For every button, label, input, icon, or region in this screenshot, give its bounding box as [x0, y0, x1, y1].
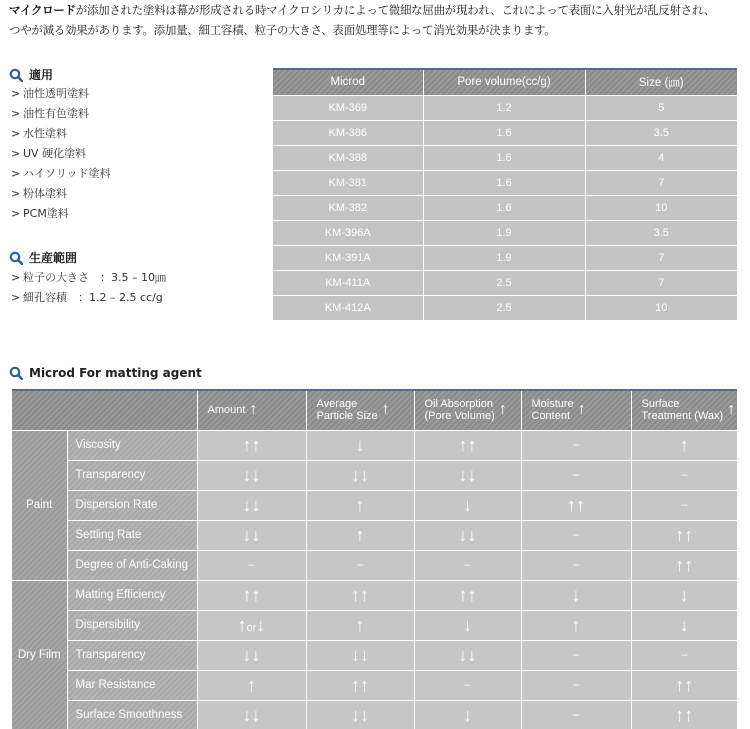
effect-cell: – — [197, 550, 306, 580]
spec-header-size: Size (㎛) — [585, 69, 737, 95]
microd-spec-table — [273, 68, 737, 320]
list-item-label: 粉体塗料 — [23, 187, 67, 200]
effect-cell: ↓↓ — [197, 640, 306, 670]
list-item-label: 水性塗料 — [23, 127, 67, 140]
effect-cell: ↓ — [631, 580, 737, 610]
effect-cell: ↑↑ — [306, 670, 414, 700]
list-item — [11, 164, 111, 184]
list-item — [11, 204, 111, 224]
effect-cell: ↑↑ — [631, 670, 737, 700]
table-row — [273, 220, 737, 245]
effect-cell: ↑ — [306, 520, 414, 550]
effect-cell: ↑↑ — [521, 490, 631, 520]
table-cell: 1.2 — [423, 95, 585, 120]
table-cell: KM-412A — [273, 295, 423, 320]
arrow-up-icon: ↑ — [727, 401, 736, 419]
matting-section-title — [9, 366, 202, 380]
effect-cell: ↓↓ — [414, 520, 521, 550]
matting-header-cell — [521, 390, 631, 430]
table-cell: KM-388 — [273, 145, 423, 170]
effect-cell: ↓ — [414, 610, 521, 640]
table-cell: 5 — [585, 95, 737, 120]
property-label: Settling Rate — [67, 520, 197, 550]
table-cell: KM-396A — [273, 220, 423, 245]
magnifier-icon — [9, 366, 23, 380]
effect-cell: ↑↑ — [197, 430, 306, 460]
matting-agent-table — [12, 389, 737, 729]
property-label: Dispersibility — [67, 610, 197, 640]
table-cell: KM-386 — [273, 120, 423, 145]
property-label: Mar Resistance — [67, 670, 197, 700]
list-item — [11, 124, 111, 144]
table-cell: 1.6 — [423, 145, 585, 170]
effect-cell: ↓ — [631, 610, 737, 640]
effect-cell: ↑ — [197, 670, 306, 700]
effect-cell: – — [521, 700, 631, 729]
list-item-label: UV 硬化塗料 — [23, 147, 87, 160]
header-text — [425, 398, 495, 422]
table-cell: 1.9 — [423, 245, 585, 270]
list-item-label: ハイソリッド塗料 — [23, 167, 111, 180]
table-cell: KM-381 — [273, 170, 423, 195]
table-cell: 7 — [585, 170, 737, 195]
table-cell: KM-391A — [273, 245, 423, 270]
effect-cell: – — [414, 550, 521, 580]
apply-title-text: 適用 — [29, 68, 54, 82]
header-content — [425, 398, 521, 422]
list-item — [11, 184, 111, 204]
effect-cell: – — [306, 550, 414, 580]
header-text — [208, 404, 246, 416]
effect-cell: ↓↓ — [197, 490, 306, 520]
effect-cell: – — [521, 520, 631, 550]
effect-cell: ↓↓ — [197, 460, 306, 490]
table-row — [273, 295, 737, 320]
header-line1: Average — [316, 398, 358, 411]
effect-cell: ↑ — [306, 610, 414, 640]
property-label: Matting Efficiency — [67, 580, 197, 610]
effect-cell: ↑↑ — [631, 520, 737, 550]
table-cell: 2.5 — [423, 295, 585, 320]
header-line1: Oil Absorption — [424, 398, 493, 411]
property-label: Transparency — [67, 640, 197, 670]
header-line2: Treatment (Wax) — [641, 410, 724, 423]
effect-cell: ↑ — [521, 610, 631, 640]
chevron-right-icon: > — [11, 147, 21, 160]
spec-header-microd: Microd — [273, 69, 423, 95]
production-section-title — [9, 249, 77, 266]
chevron-right-icon: > — [11, 207, 21, 220]
effect-cell: – — [631, 490, 737, 520]
effect-cell: ↓↓ — [306, 460, 414, 490]
header-line1: Surface — [641, 398, 680, 411]
header-line2: Particle Size — [316, 410, 378, 423]
list-item-label: 粒子の大きさ ：3.5 – 10㎛ — [23, 271, 166, 284]
matting-header-cell — [414, 390, 521, 430]
effect-cell: ↓↓ — [414, 460, 521, 490]
effect-cell: ↑↑ — [631, 550, 737, 580]
production-list — [11, 268, 166, 308]
intro-product-name: マイクロード — [9, 3, 76, 17]
effect-cell: ↑↑ — [414, 430, 521, 460]
table-cell: 7 — [585, 245, 737, 270]
effect-cell: ↓ — [521, 580, 631, 610]
effect-cell: ↑↑ — [414, 580, 521, 610]
table-row — [12, 640, 737, 670]
header-line2: (Pore Volume) — [424, 410, 495, 423]
arrow-up-icon: ↑ — [249, 401, 258, 419]
table-cell: 1.9 — [423, 220, 585, 245]
table-cell: KM-369 — [273, 95, 423, 120]
intro-line1: が添加された塗料は幕が形成される時マイクロシリカによって微細な屈曲が現われ、これによって表面に入射光が乱反射され、 — [75, 3, 715, 17]
header-line1: Moisture — [531, 398, 574, 411]
table-cell: 1.6 — [423, 195, 585, 220]
list-item-label: 油性有色塗料 — [23, 107, 89, 120]
header-content — [532, 398, 631, 422]
effect-cell: – — [631, 640, 737, 670]
chevron-right-icon: > — [11, 187, 21, 200]
table-row — [273, 245, 737, 270]
table-row — [12, 550, 737, 580]
effect-cell: – — [521, 430, 631, 460]
table-row — [12, 700, 737, 729]
effect-cell: – — [631, 460, 737, 490]
table-cell: KM-382 — [273, 195, 423, 220]
arrow-up-icon: ↑ — [577, 401, 586, 419]
table-cell: 3.5 — [585, 120, 737, 145]
list-item — [11, 104, 111, 124]
effect-cell: ↓ — [306, 430, 414, 460]
effect-cell: ↑↑ — [197, 580, 306, 610]
group-label: Paint — [12, 430, 67, 580]
list-item — [11, 144, 111, 164]
chevron-right-icon: > — [11, 291, 21, 304]
effect-cell: – — [521, 640, 631, 670]
effect-cell: ↓↓ — [306, 640, 414, 670]
header-line1: Amount — [207, 404, 246, 417]
table-row — [273, 120, 737, 145]
table-row — [12, 520, 737, 550]
matting-header-blank — [12, 390, 197, 430]
property-label: Degree of Anti-Caking — [67, 550, 197, 580]
intro-line2: つやが減る効果があります。添加量、細工容積、粒子の大きさ、表面処理等によって消光効果が決まります。 — [9, 23, 556, 37]
effect-cell: – — [414, 670, 521, 700]
table-cell: 1.6 — [423, 120, 585, 145]
matting-header-cell — [306, 390, 414, 430]
effect-cell: ↓↓ — [306, 700, 414, 729]
chevron-right-icon: > — [11, 127, 21, 140]
table-row — [273, 145, 737, 170]
apply-section-title — [9, 66, 53, 83]
table-cell: 3.5 — [585, 220, 737, 245]
header-text — [317, 398, 378, 422]
property-label: Dispersion Rate — [67, 490, 197, 520]
property-label: Transparency — [67, 460, 197, 490]
table-row — [273, 195, 737, 220]
list-item-label: 細孔容積 ：1.2 – 2.5 cc/g — [23, 291, 163, 304]
table-row — [273, 270, 737, 295]
table-row — [12, 430, 737, 460]
table-row — [12, 610, 737, 640]
effect-cell: – — [521, 550, 631, 580]
effect-cell: ↓ — [414, 700, 521, 729]
effect-cell: – — [521, 460, 631, 490]
list-item-label: PCM塗料 — [23, 207, 69, 220]
header-content — [317, 398, 414, 422]
list-item — [11, 84, 111, 104]
property-label: Viscosity — [67, 430, 197, 460]
intro-paragraph — [9, 0, 744, 40]
matting-header-cell — [197, 390, 306, 430]
chevron-right-icon: > — [11, 167, 21, 180]
effect-cell — [197, 610, 306, 640]
header-content — [642, 398, 738, 422]
table-cell: 4 — [585, 145, 737, 170]
effect-cell: ↓↓ — [197, 520, 306, 550]
effect-cell: – — [521, 670, 631, 700]
spec-header-pore-volume: Pore volume(cc/g) — [423, 69, 585, 95]
effect-cell: ↑↑ — [631, 700, 737, 729]
header-line2: Content — [531, 410, 571, 423]
arrow-up-icon: ↑ — [498, 401, 507, 419]
table-cell: 1.6 — [423, 170, 585, 195]
list-item — [11, 288, 166, 308]
production-title-text: 生産範囲 — [29, 251, 78, 265]
matting-title-text: Microd For matting agent — [29, 366, 202, 380]
table-cell: 2.5 — [423, 270, 585, 295]
table-cell: KM-411A — [273, 270, 423, 295]
chevron-right-icon: > — [11, 271, 21, 284]
table-row — [12, 460, 737, 490]
arrow-down-icon: ↓ — [256, 614, 266, 635]
apply-list — [11, 84, 111, 224]
property-label: Surface Smoothness — [67, 700, 197, 729]
header-text — [532, 398, 574, 422]
magnifier-icon — [9, 68, 23, 82]
effect-cell: ↓ — [414, 490, 521, 520]
header-text — [642, 398, 724, 422]
or-text: or — [246, 621, 257, 634]
chevron-right-icon: > — [11, 107, 21, 120]
table-cell: 10 — [585, 295, 737, 320]
arrow-up-icon: ↑ — [237, 614, 247, 635]
list-item-label: 油性透明塗料 — [23, 87, 89, 100]
table-row — [273, 95, 737, 120]
effect-cell: ↑↑ — [306, 580, 414, 610]
group-label: Dry Film — [12, 580, 67, 729]
header-content — [207, 401, 306, 419]
list-item — [11, 268, 166, 288]
table-row — [273, 170, 737, 195]
matting-header-cell — [631, 390, 737, 430]
table-row — [12, 670, 737, 700]
effect-cell: ↑ — [306, 490, 414, 520]
table-cell: 10 — [585, 195, 737, 220]
magnifier-icon — [9, 251, 23, 265]
table-row — [12, 490, 737, 520]
effect-cell: ↓↓ — [197, 700, 306, 729]
chevron-right-icon: > — [11, 87, 21, 100]
effect-cell: ↓↓ — [414, 640, 521, 670]
effect-cell: ↑ — [631, 430, 737, 460]
table-cell: 7 — [585, 270, 737, 295]
arrow-up-icon: ↑ — [381, 401, 390, 419]
table-row — [12, 580, 737, 610]
